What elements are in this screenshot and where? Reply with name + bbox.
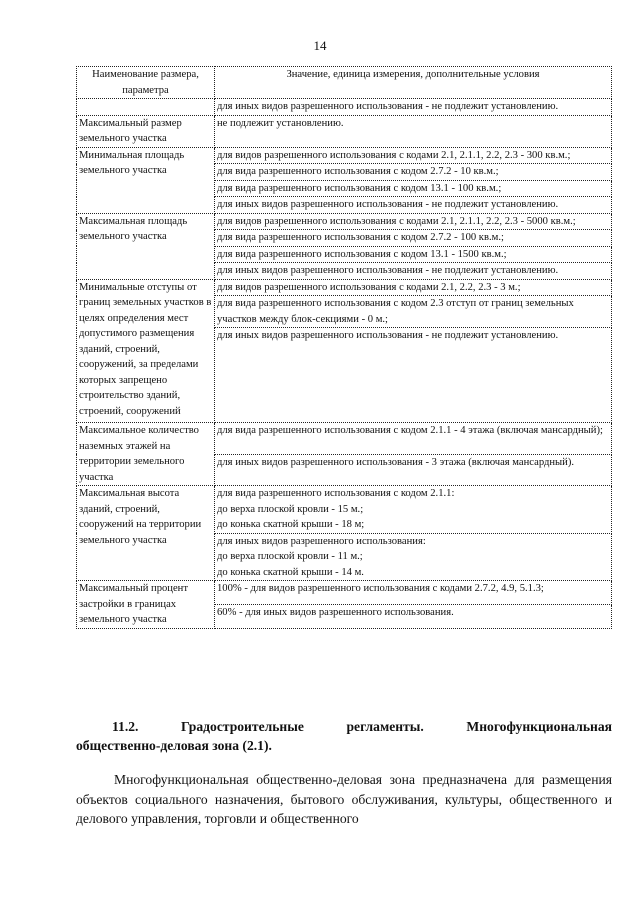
value-cell: для иных видов разрешенного использования - не подлежит установлению. [215, 99, 612, 116]
parameter-cell: Минимальные отступы от границ земельных участков в целях определения мест допустимого размещения зданий, строений, сооружений, за пределами которых запрещено строительство зданий, строений, сооружений [77, 279, 215, 423]
value-cell [215, 533, 612, 581]
parameter-cell: Максимальный процент застройки в границах земельного участка [77, 581, 215, 629]
table-row [77, 423, 612, 455]
value-cell: для иных видов разрешенного использования - не подлежит установлению. [215, 263, 612, 280]
value-line: до конька скатной крыши - 18 м; [217, 519, 365, 530]
value-cell: для иных видов разрешенного использования - не подлежит установлению. [215, 197, 612, 214]
section-title-word: регламенты. [346, 719, 424, 734]
value-cell: для иных видов разрешенного использования - не подлежит установлению. [215, 328, 612, 423]
table-row [77, 279, 612, 296]
value-cell: для вида разрешенного использования с кодом 13.1 - 1500 кв.м.; [215, 246, 612, 263]
parameter-cell: Максимальный размер земельного участка [77, 115, 215, 147]
table-row [77, 115, 612, 147]
value-cell: 100% - для видов разрешенного использования с кодами 2.7.2, 4.9, 5.1.3; [215, 581, 612, 605]
header-value: Значение, единица измерения, дополнительные условия [215, 67, 612, 99]
regulations-table [76, 66, 612, 629]
value-cell: не подлежит установлению. [215, 115, 612, 147]
section-title-word: Многофункциональная [466, 719, 612, 734]
section-title-word: Градостроительные [181, 719, 304, 734]
value-line: для иных видов разрешенного использования: [217, 535, 426, 547]
value-cell: для иных видов разрешенного использования - 3 этажа (включая мансардный). [215, 454, 612, 486]
parameter-cell: Максимальная высота зданий, строений, сооружений на территории земельного участка [77, 486, 215, 581]
parameter-cell: Минимальная площадь земельного участка [77, 147, 215, 213]
value-line: для вида разрешенного использования с кодом 2.1.1: [217, 488, 455, 499]
table-row [77, 99, 612, 116]
table-row [77, 147, 612, 164]
parameter-cell [77, 99, 215, 116]
table-row [77, 213, 612, 230]
value-cell: для вида разрешенного использования с кодом 2.7.2 - 100 кв.м.; [215, 230, 612, 247]
value-cell: для видов разрешенного использования с кодами 2.1, 2.1.1, 2.2, 2.3 - 300 кв.м.; [215, 147, 612, 164]
section-heading-line-1 [76, 717, 612, 736]
value-cell: для видов разрешенного использования с кодами 2.1, 2.2, 2.3 - 3 м.; [215, 279, 612, 296]
value-cell: для вида разрешенного использования с кодом 13.1 - 100 кв.м.; [215, 180, 612, 197]
table-row [77, 581, 612, 605]
value-cell: для видов разрешенного использования с кодами 2.1, 2.1.1, 2.2, 2.3 - 5000 кв.м.; [215, 213, 612, 230]
value-line: до верха плоской кровли - 15 м.; [217, 503, 364, 515]
value-cell: 60% - для иных видов разрешенного использования. [215, 604, 612, 628]
value-cell: для вида разрешенного использования с кодом 2.3 отступ от границ земельных участков между блок-секциями - 0 м.; [215, 296, 612, 328]
parameter-cell: Максимальная площадь земельного участка [77, 213, 215, 279]
value-cell: для вида разрешенного использования с кодом 2.1.1 - 4 этажа (включая мансардный); [215, 423, 612, 455]
section-heading [76, 717, 612, 755]
header-parameter: Наименование размера, параметра [77, 67, 215, 99]
parameter-cell: Максимальное количество наземных этажей на территории земельного участка [77, 423, 215, 486]
value-cell: для вида разрешенного использования с кодом 2.7.2 - 10 кв.м.; [215, 164, 612, 181]
page-number: 14 [313, 38, 327, 53]
value-line: до конька скатной крыши - 14 м. [217, 566, 364, 578]
section-heading-line-2: общественно-деловая зона (2.1). [76, 738, 272, 753]
section-number: 11.2. [112, 719, 139, 734]
value-cell [215, 486, 612, 534]
body-paragraph: Многофункциональная общественно-деловая зона предназначена для размещения объектов социального назначения, бытового обслуживания, культуры, общественного и делового управления, торговли и общественного [76, 772, 612, 826]
table-header-row [77, 67, 612, 99]
table-row [77, 486, 612, 534]
value-line: до верха плоской кровли - 11 м.; [217, 551, 363, 562]
